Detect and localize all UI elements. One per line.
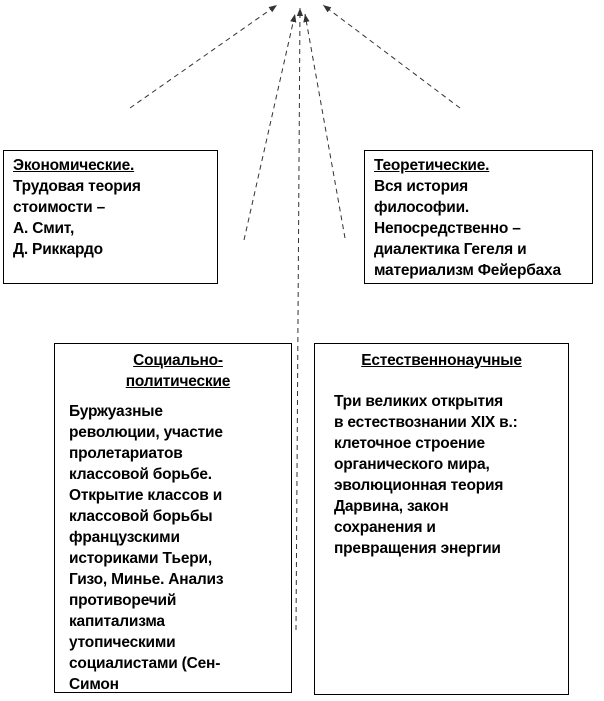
box-theoretical (364, 150, 593, 284)
box-social-heading: Социально- политические (125, 352, 231, 390)
box-theoretical-heading: Теоретические. (374, 157, 490, 174)
box-natural-heading: Естественнонаучные (361, 352, 522, 369)
arrow-social (296, 8, 300, 630)
box-economic-heading: Экономические. (13, 157, 135, 174)
arrow-economic (130, 5, 277, 108)
box-social-political (54, 343, 292, 693)
box-social-body: Буржуазные революции, участие пролетариатов классовой борьбе. Открытие классов и классовой борьбы французскими историками Тьери, Гизо, Минье. Анализ противоречий капитализма утопическими социалистами (Сен- Симон (69, 403, 224, 693)
box-natural-body: Три великих открытия в естествознании XIX в.: клеточное строение органического мира, эволюционная теория Дарвина, закон сохранения и превращения энергии (334, 393, 518, 557)
box-natural-science (314, 343, 569, 695)
arrow-economic-body (244, 14, 295, 240)
arrow-theoretical-body (305, 14, 345, 238)
box-economic (3, 150, 218, 284)
box-economic-body: Трудовая теория стоимости – А. Смит, Д. Риккардо (13, 178, 141, 258)
arrow-theoretical (323, 5, 460, 108)
box-theoretical-body: Вся история философии. Непосредственно – диалектика Гегеля и материализм Фейербаха (374, 178, 561, 279)
